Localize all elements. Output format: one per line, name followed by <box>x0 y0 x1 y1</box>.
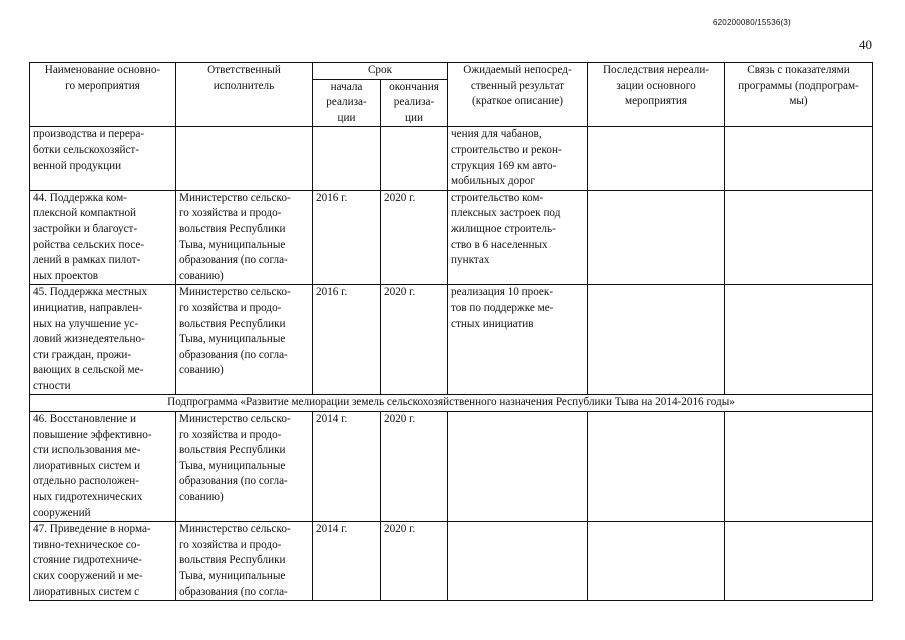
header-executor: Ответственный исполнитель <box>176 63 313 127</box>
cell-name: производства и перера- ботки сельскохозяйст- венной продукции <box>30 127 176 190</box>
header-result: Ожидаемый непосред- ственный результат (краткое описание) <box>448 63 588 127</box>
cell-link <box>725 412 873 522</box>
cell-end <box>381 127 448 190</box>
cell-start: 2014 г. <box>313 522 381 601</box>
header-consequences: Последствия нереали- зации основного мероприятия <box>588 63 725 127</box>
cell-executor: Министерство сельско- го хозяйства и продо- вольствия Республики Тыва, муниципальные образования (по согла- сованию) <box>176 190 313 285</box>
header-end: окончания реализа- ции <box>381 79 448 127</box>
cell-link <box>725 190 873 285</box>
cell-consequences <box>588 285 725 395</box>
cell-result: чения для чабанов, строительство и рекон- струкция 169 км авто- мобильных дорог <box>448 127 588 190</box>
table-row <box>30 522 873 601</box>
cell-name: 45. Поддержка местных инициатив, направлен- ных на улучшение ус- ловий жизнедеятельно- сти граждан, прожи- вающих в сельской ме- стности <box>30 285 176 395</box>
page-number: 40 <box>859 37 872 52</box>
cell-consequences <box>588 127 725 190</box>
cell-consequences <box>588 190 725 285</box>
header-name: Наименование основно- го мероприятия <box>30 63 176 127</box>
measures-table <box>29 62 873 601</box>
cell-start <box>313 127 381 190</box>
cell-start: 2016 г. <box>313 285 381 395</box>
table-row <box>30 190 873 285</box>
subprogram-title: Подпрограмма «Развитие мелиорации земель сельскохозяйственного назначения Республики Тыва на 2014-2016 годы» <box>30 395 873 412</box>
cell-end: 2020 г. <box>381 412 448 522</box>
table-row <box>30 412 873 522</box>
header-row <box>30 63 873 80</box>
header-link: Связь с показателями программы (подпрограм- мы) <box>725 63 873 127</box>
cell-result <box>448 522 588 601</box>
cell-consequences <box>588 412 725 522</box>
cell-name: 44. Поддержка ком- плексной компактной застройки и благоуст- ройства сельских посе- лений в рамках пилот- ных проектов <box>30 190 176 285</box>
header-start: начала реализа- ции <box>313 79 381 127</box>
table-row <box>30 127 873 190</box>
table-row <box>30 285 873 395</box>
cell-executor: Министерство сельско- го хозяйства и продо- вольствия Республики Тыва, муниципальные образования (по согла- сованию) <box>176 412 313 522</box>
cell-link <box>725 285 873 395</box>
cell-consequences <box>588 522 725 601</box>
cell-executor <box>176 127 313 190</box>
cell-executor: Министерство сельско- го хозяйства и продо- вольствия Республики Тыва, муниципальные образования (по согла- <box>176 522 313 601</box>
cell-result: реализация 10 проек- тов по поддержке ме- стных инициатив <box>448 285 588 395</box>
subprogram-section-row <box>30 395 873 412</box>
cell-end: 2020 г. <box>381 285 448 395</box>
cell-executor: Министерство сельско- го хозяйства и продо- вольствия Республики Тыва, муниципальные образования (по согла- сованию) <box>176 285 313 395</box>
cell-end: 2020 г. <box>381 522 448 601</box>
cell-start: 2016 г. <box>313 190 381 285</box>
cell-link <box>725 127 873 190</box>
header-term: Срок <box>313 63 448 80</box>
cell-end: 2020 г. <box>381 190 448 285</box>
cell-start: 2014 г. <box>313 412 381 522</box>
cell-link <box>725 522 873 601</box>
document-id: 620200080/15536(3) <box>713 18 791 27</box>
cell-name: 47. Приведение в норма- тивно-техническое со- стояние гидротехниче- ских сооружений и ме- лиоративных систем с <box>30 522 176 601</box>
cell-result <box>448 412 588 522</box>
cell-result: строительство ком- плексных застроек под жилищное строитель- ство в 6 населенных пунктах <box>448 190 588 285</box>
cell-name: 46. Восстановление и повышение эффективно- сти использования ме- лиоративных систем и отдельно расположен- ных гидротехнических сооружений <box>30 412 176 522</box>
